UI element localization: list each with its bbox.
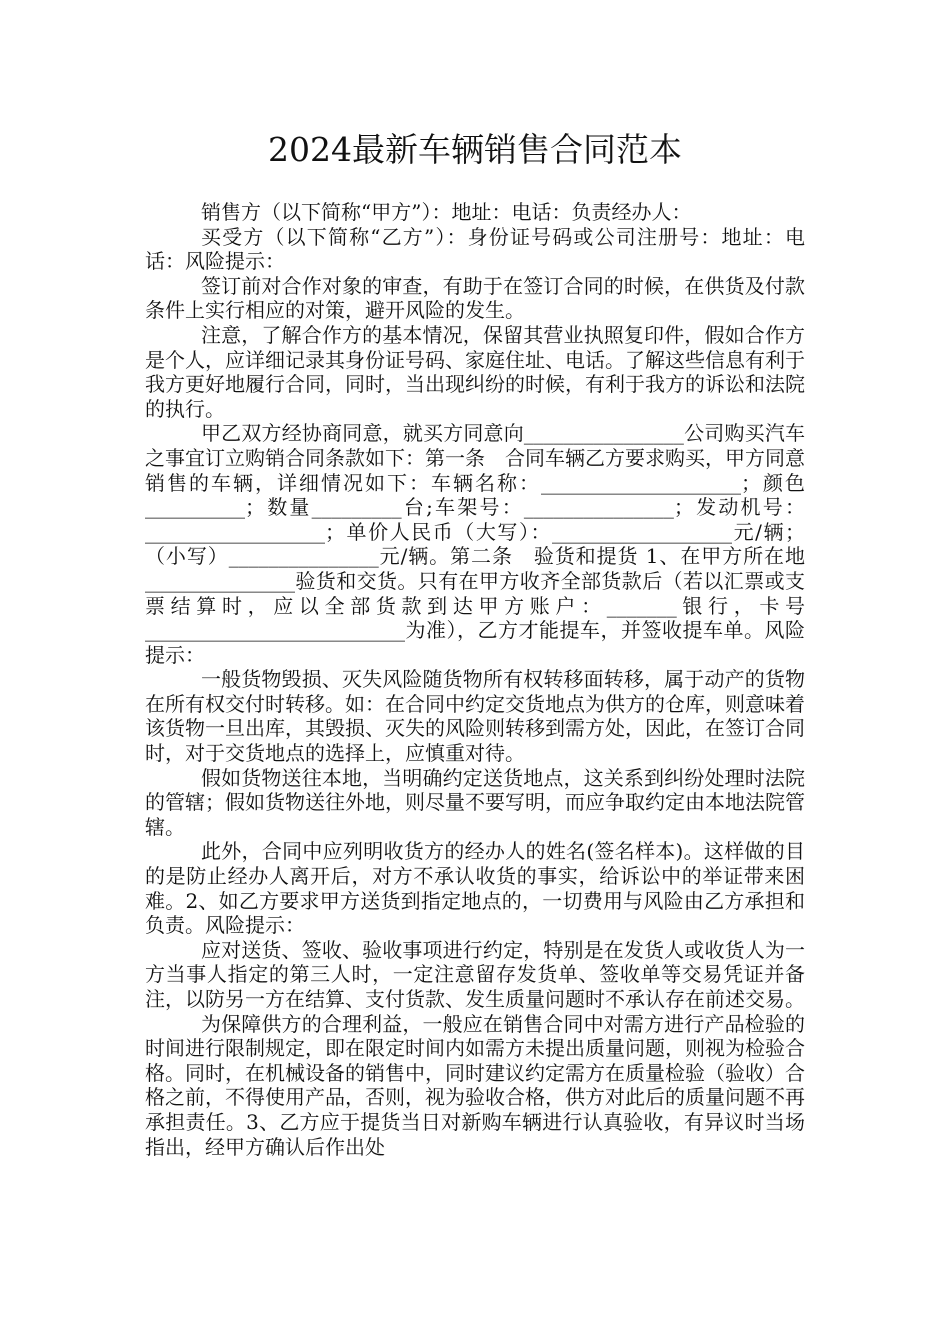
paragraph-sign-off: 应对送货、签收、验收事项进行约定，特别是在发货人或收货人为一方当事人指定的第三人时，一定注意留存发货单、签收单等交易凭证并备注，以防另一方在结算、支付货款、发生质量问题时不承认存在前述交易。 (145, 937, 805, 1011)
paragraph-review: 签订前对合作对象的审查，有助于在签订合同的时候，在供货及付款条件上实行相应的对策，避开风险的发生。 (145, 273, 805, 323)
paragraph-notice: 注意，了解合作方的基本情况，保留其营业执照复印件，假如合作方是个人，应详细记录其身份证号码、家庭住址、电话。了解这些信息有利于我方更好地履行合同，同时，当出现纠纷的时候，有利于我方的诉讼和法院的执行。 (145, 322, 805, 421)
paragraph-delivery-local: 假如货物送往本地，当明确约定送货地点，这关系到纠纷处理时法院的管辖；假如货物送往外地，则尽量不要写明，而应争取约定由本地法院管辖。 (145, 765, 805, 839)
document-title: 2024最新车辆销售合同范本 (268, 130, 682, 169)
document-body (145, 200, 805, 1159)
paragraph-inspection: 为保障供方的合理利益，一般应在销售合同中对需方进行产品检验的时间进行限制规定，即在限定时间内如需方未提出质量问题，则视为检验合格。同时，在机械设备的销售中，同时建议约定需方在质量检验（验收）合格之前，不得使用产品，否则，视为验收合格，供方对此后的质量问题不再承担责任。3、乙方应于提货当日对新购车辆进行认真验收，有异议时当场指出，经甲方确认后作出处 (145, 1011, 805, 1159)
paragraph-buyer: 买受方（以下简称“乙方”）：身份证号码或公司注册号：地址：电话：风险提示： (145, 224, 805, 274)
paragraph-risk-transfer: 一般货物毁损、灭失风险随货物所有权转移面转移，属于动产的货物在所有权交付时转移。如：在合同中约定交货地点为供方的仓库，则意味着该货物一旦出库，其毁损、灭失的风险则转移到需方处，因此，在签订合同时，对于交货地点的选择上，应慎重对待。 (145, 667, 805, 766)
paragraph-terms: 甲乙双方经协商同意，就买方同意向________________公司购买汽车之事宜订立购销合同条款如下：第一条 合同车辆乙方要求购买，甲方同意销售的车辆，详细情况如下：车辆名称：____________________；颜色__________；数量_________台;车架号：_______________；发动机号：__________________；单价人民币（大写）：__________________元/辆；（小写）_______________元/辆。第二条 验货和提货 1、在甲方所在地_______________验货和交货。只有在甲方收齐全部货款后（若以汇票或支票结算时，应以全部货款到达甲方账户：_______银行，卡号__________________________为准），乙方才能提车，并签收提车单。风险提示： (145, 421, 805, 667)
paragraph-seller: 销售方（以下简称“甲方”）：地址：电话：负责经办人： (201, 200, 692, 224)
paragraph-receiver: 此外，合同中应列明收货方的经办人的姓名(签名样本)。这样做的目的是防止经办人离开后，对方不承认收货的事实，给诉讼中的举证带来困难。2、如乙方要求甲方送货到指定地点的，一切费用与风险由乙方承担和负责。风险提示： (145, 839, 805, 938)
